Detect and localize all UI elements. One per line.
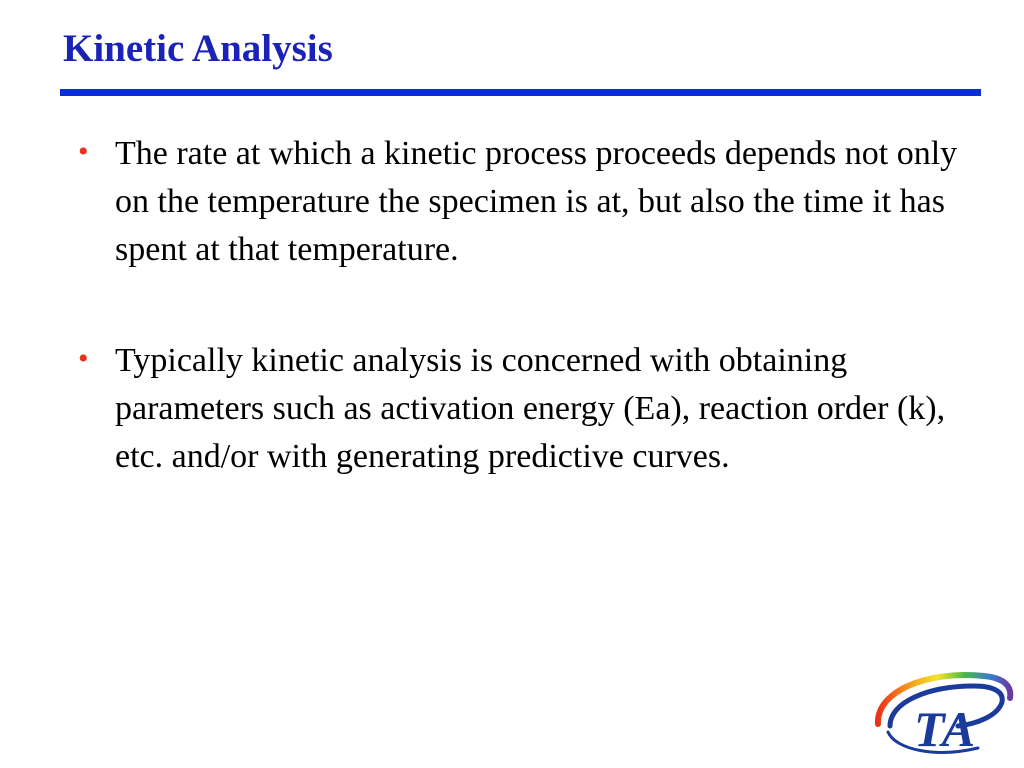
bullet-text: The rate at which a kinetic process proceeds depends not only on the temperature the specimen is at, but also the time it has spent at that temperature. bbox=[115, 135, 958, 268]
bullet-list bbox=[78, 130, 978, 544]
ta-logo-icon bbox=[866, 662, 1014, 762]
bullet-text: Typically kinetic analysis is concerned with obtaining parameters such as activation energy (Ea), reaction order (k), etc. and/or with generating predictive curves. bbox=[115, 342, 946, 475]
bullet-icon: • bbox=[78, 135, 89, 168]
title-divider bbox=[60, 89, 981, 96]
logo-text: TA bbox=[914, 701, 976, 757]
list-item bbox=[78, 337, 978, 481]
page-title: Kinetic Analysis bbox=[63, 27, 333, 70]
list-item bbox=[78, 130, 978, 274]
bullet-icon: • bbox=[78, 342, 89, 375]
